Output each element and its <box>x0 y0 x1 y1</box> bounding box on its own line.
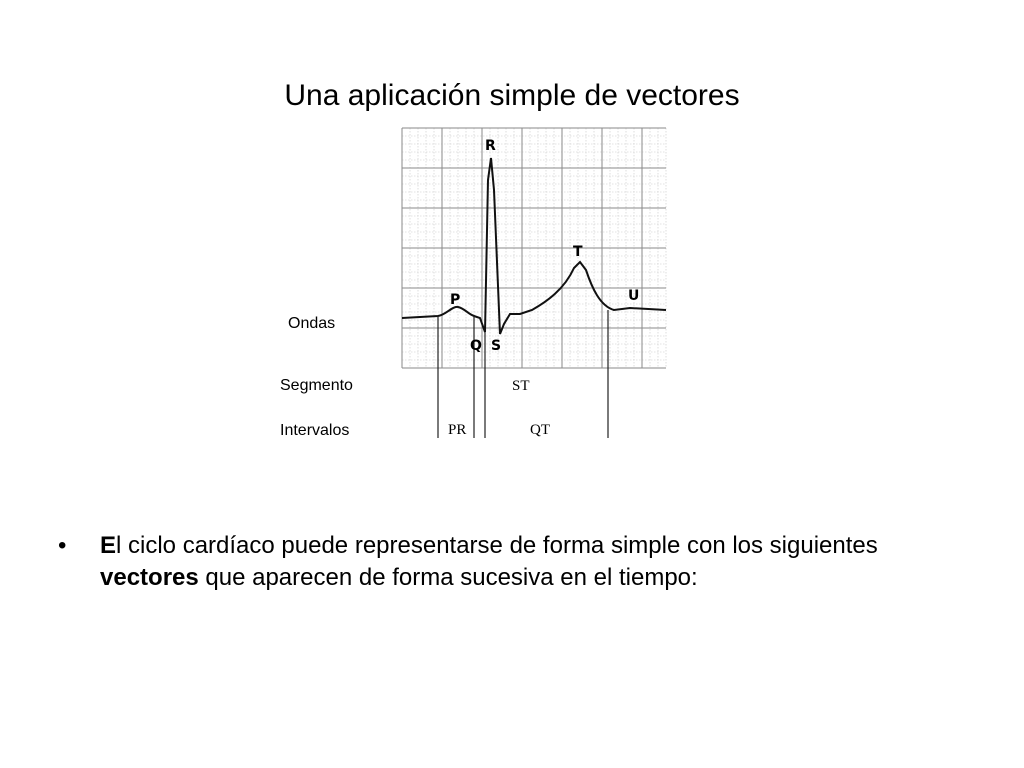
segment-label-st: ST <box>512 378 530 394</box>
bullet-lead-letter: E <box>100 532 117 559</box>
interval-label-qt: QT <box>530 422 550 438</box>
bullet-bold-word: vectores <box>100 564 199 591</box>
row-label-intervals: Intervalos <box>280 422 350 439</box>
interval-label-pr: PR <box>448 422 467 438</box>
ecg-diagram <box>270 120 680 450</box>
row-label-segment: Segmento <box>280 377 353 394</box>
row-label-waves: Ondas <box>288 315 336 332</box>
bullet-text-part1: l ciclo cardíaco puede representarse de forma simple con los siguientes <box>116 532 878 559</box>
bullet-text-part2: que aparecen de forma sucesiva en el tiempo: <box>198 564 698 591</box>
ecg-grid <box>402 128 666 368</box>
bullet-text <box>100 530 970 594</box>
wave-label-s: S <box>491 338 502 354</box>
wave-label-p: P <box>450 292 461 308</box>
wave-label-q: Q <box>470 338 482 354</box>
wave-label-t: T <box>573 244 583 260</box>
slide-title: Una aplicación simple de vectores <box>284 79 740 112</box>
wave-label-u: U <box>628 288 640 304</box>
bullet-marker: • <box>58 532 67 559</box>
wave-label-r: R <box>485 138 496 154</box>
